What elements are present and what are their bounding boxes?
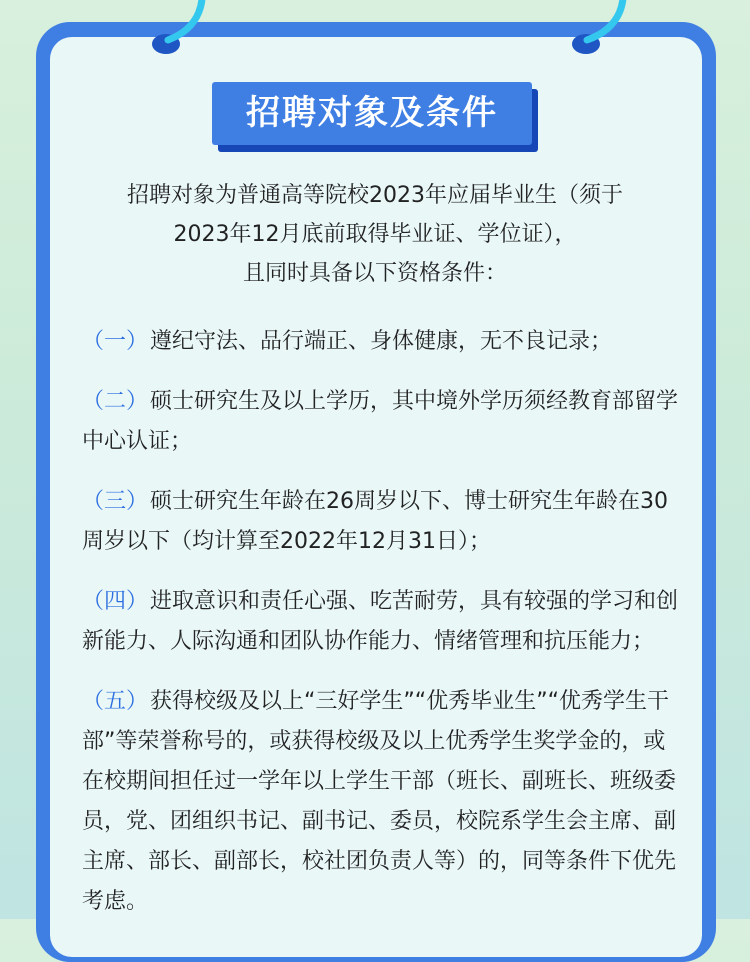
conditions-list: [82, 322, 682, 942]
intro-line-3: 且同时具备以下资格条件：: [242, 261, 507, 286]
condition-item-4: [82, 582, 682, 662]
section-title: 招聘对象及条件: [212, 82, 532, 145]
condition-label: （五）: [82, 689, 149, 714]
condition-item-2: [82, 382, 682, 462]
condition-label: （三）: [82, 489, 149, 514]
condition-item-1: [82, 322, 682, 362]
condition-text: 进取意识和责任心强、吃苦耐劳，具有较强的学习和创新能力、人际沟通和团队协作能力、情绪管理和抗压能力；: [82, 589, 679, 654]
condition-text: 硕士研究生年龄在26周岁以下、博士研究生年龄在30周岁以下（均计算至2022年12月31日）；: [82, 489, 669, 554]
condition-label: （二）: [82, 389, 149, 414]
binder-ring-right-icon: [567, 0, 629, 52]
condition-label: （四）: [82, 589, 149, 614]
condition-text: 获得校级及以上“三好学生”“优秀毕业生”“优秀学生干部”等荣誉称号的，或获得校级及以上优秀学生奖学金的，或在校期间担任过一学年以上学生干部（班长、副班长、班级委员，党、团组织书记、副书记、委员，校院系学生会主席、副主席、部长、副部长，校社团负责人等）的，同等条件下优先考虑。: [82, 689, 677, 914]
intro-line-2: 2023年12月底前取得毕业证、学位证），: [173, 222, 577, 247]
condition-text: 硕士研究生及以上学历，其中境外学历须经教育部留学中心认证；: [82, 389, 679, 454]
intro-paragraph: [70, 176, 680, 293]
condition-item-3: [82, 482, 682, 562]
condition-text: 遵纪守法、品行端正、身体健康，无不良记录；: [150, 329, 613, 354]
condition-item-5: [82, 682, 682, 922]
condition-label: （一）: [82, 329, 149, 354]
section-title-badge: [212, 82, 538, 152]
intro-line-1: 招聘对象为普通高等院校2023年应届毕业生（须于: [127, 183, 623, 208]
binder-ring-left-icon: [150, 0, 212, 52]
